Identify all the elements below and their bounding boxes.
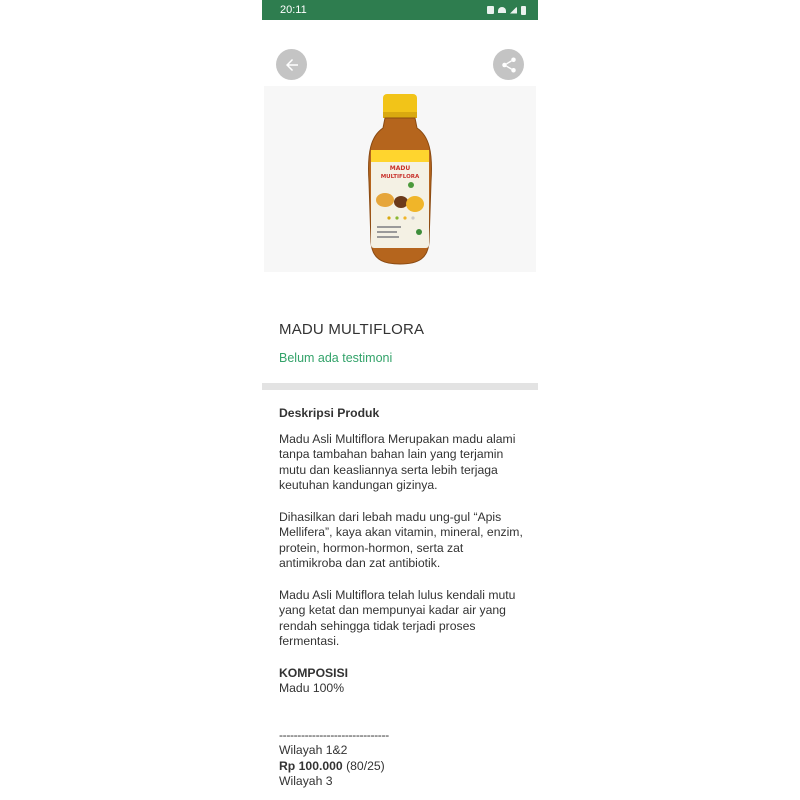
svg-text:MADU: MADU <box>389 165 411 172</box>
description-paragraph: Madu Asli Multiflora Merupakan madu alami tanpa tambahan bahan lain yang terjamin mutu dan keasliannya serta lebih terjaga keutuhan kandungan gizinya. <box>279 431 516 493</box>
region1-price-row <box>279 759 529 775</box>
region1-note: (80/25) <box>342 758 385 773</box>
product-description <box>279 406 529 790</box>
description-paragraph: Madu Asli Multiflora telah lulus kendali mutu yang ketat dan mempunyai kadar air yang rendah sehingga tidak terjadi proses fermentasi. <box>279 587 516 649</box>
share-button[interactable] <box>493 49 524 80</box>
description-paragraph: Dihasilkan dari lebah madu ung-gul “Apis Mellifera”, kaya akan vitamin, mineral, enzim, protein, hormon-hormon, serta zat antimikroba dan zat antibiotik. <box>279 509 523 571</box>
mute-icon <box>487 6 494 14</box>
region1-price: Rp 100.000 <box>279 758 343 773</box>
product-image[interactable] <box>264 86 536 272</box>
status-bar <box>262 0 538 20</box>
product-name: MADU MULTIFLORA <box>279 321 425 338</box>
signal-icon <box>510 7 517 14</box>
honey-bottle-image <box>355 92 445 272</box>
testimoni-link[interactable]: Belum ada testimoni <box>279 351 393 365</box>
battery-icon <box>521 6 526 15</box>
separator-line: ------------------------------ <box>279 727 389 742</box>
share-icon <box>500 56 518 74</box>
arrow-left-icon <box>283 56 301 74</box>
region2-label: Wilayah 3 <box>279 774 333 789</box>
komposisi-value: Madu 100% <box>279 681 345 696</box>
region1-label: Wilayah 1&2 <box>279 743 348 758</box>
product-hero <box>262 20 538 270</box>
status-time: 20:11 <box>280 4 307 16</box>
description-heading: Deskripsi Produk <box>279 406 380 420</box>
status-icons <box>487 6 526 15</box>
wifi-icon <box>498 7 506 13</box>
komposisi-label: KOMPOSISI <box>279 665 349 680</box>
section-divider <box>262 383 538 390</box>
back-button[interactable] <box>276 49 307 80</box>
svg-text:MULTIFLORA: MULTIFLORA <box>380 174 420 180</box>
phone-screen <box>262 0 538 800</box>
